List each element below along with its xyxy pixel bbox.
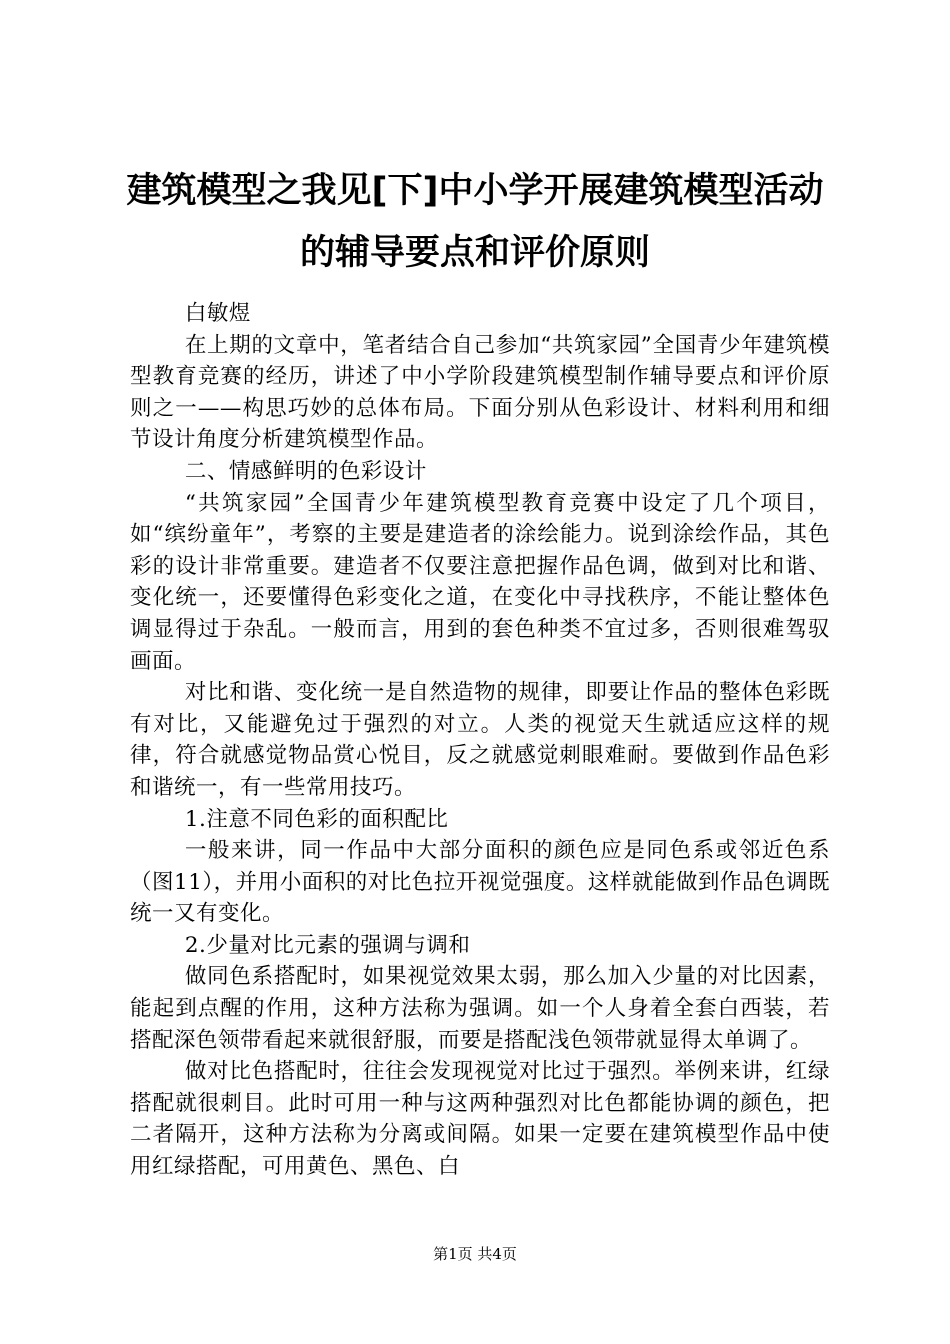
section-heading: 二、情感鲜明的色彩设计	[184, 458, 427, 484]
paragraph: 一般来讲，同一作品中大部分面积的颜色应是同色系或邻近色系（图11），并用小面积的对比色拉开视觉强度。这样就能做到作品色调既统一又有变化。	[130, 838, 830, 927]
document-body	[130, 298, 830, 1183]
author-name: 白敏煜	[184, 301, 251, 326]
subsection-heading: 1.注意不同色彩的面积配比	[184, 806, 449, 832]
subsection-heading: 2.少量对比元素的强调与调和	[184, 932, 471, 958]
paragraph: “共筑家园”全国青少年建筑模型教育竞赛中设定了几个项目，如“缤纷童年”，考察的主要是建造者的涂绘能力。说到涂绘作品，其色彩的设计非常重要。建造者不仅要注意把握作品色调，做到对比和谐、变化统一，还要懂得色彩变化之道，在变化中寻找秩序，不能让整体色调显得过于杂乱。一般而言，用到的套色种类不宜过多，否则很难驾驭画面。	[130, 490, 830, 674]
title-line-2: 的辅导要点和评价原则	[299, 233, 650, 273]
paragraph: 在上期的文章中，笔者结合自己参加“共筑家园”全国青少年建筑模型教育竞赛的经历，讲述了中小学阶段建筑模型制作辅导要点和评价原则之一——构思巧妙的总体布局。下面分别从色彩设计、材料利用和细节设计角度分析建筑模型作品。	[130, 332, 830, 453]
paragraph: 做同色系搭配时，如果视觉效果太弱，那么加入少量的对比因素，能起到点醒的作用，这种方法称为强调。如一个人身着全套白西装，若搭配深色领带看起来就很舒服，而要是搭配浅色领带就显得太单调了。	[130, 964, 830, 1053]
paragraph: 对比和谐、变化统一是自然造物的规律，即要让作品的整体色彩既有对比，又能避免过于强烈的对立。人类的视觉天生就适应这样的规律，符合就感觉物品赏心悦目，反之就感觉刺眼难耐。要做到作品色彩和谐统一，有一些常用技巧。	[130, 680, 830, 800]
paragraph: 做对比色搭配时，往往会发现视觉对比过于强烈。举例来讲，红绿搭配就很刺目。此时可用一种与这两种强烈对比色都能协调的颜色，把二者隔开，这种方法称为分离或间隔。如果一定要在建筑模型作品中使用红绿搭配，可用黄色、黑色、白	[130, 1059, 830, 1180]
title-line-1: 建筑模型之我见[下]中小学开展建筑模型活动	[126, 171, 824, 211]
document-title	[100, 160, 850, 284]
page-footer: 第1页 共4页	[433, 1245, 517, 1263]
